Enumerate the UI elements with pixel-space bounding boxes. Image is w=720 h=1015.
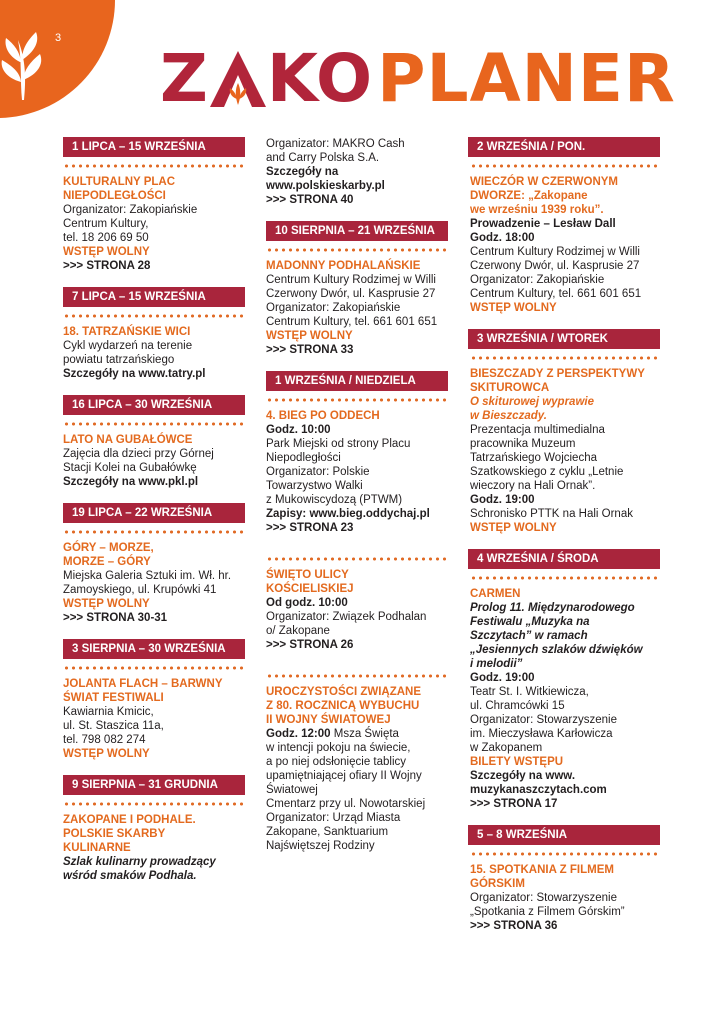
- event-madonny-podhalanskie: [266, 259, 448, 357]
- page-ref: >>> STRONA 17: [470, 798, 558, 810]
- dotted-divider: [266, 557, 448, 561]
- event-kulturalny-plac: [63, 175, 245, 273]
- page-ref: >>> STRONA 33: [266, 344, 354, 356]
- event-line: Park Miejski od strony Placu: [266, 438, 411, 450]
- event-line: Centrum Kultury,: [63, 218, 149, 230]
- event-subtitle: Szlak kulinarny prowadzący: [63, 856, 216, 868]
- event-line: Zamoyskiego, ul. Krupówki 41: [63, 584, 217, 596]
- event-title: LATO NA GUBAŁÓWCE: [63, 434, 193, 446]
- date-header: 3 SIERPNIA – 30 WRZEŚNIA: [63, 639, 245, 659]
- details-link: muzykanaszczytach.com: [470, 784, 607, 796]
- event-uroczystosci: [266, 685, 448, 853]
- event-line: Kawiarnia Kmicic,: [63, 706, 154, 718]
- zakoplaner-logo: [160, 40, 676, 117]
- date-header: 5 – 8 WRZEŚNIA: [468, 825, 660, 845]
- date-header: 3 WRZEŚNIA / WTOREK: [468, 329, 660, 349]
- date-header: 1 LIPCA – 15 WRZEŚNIA: [63, 137, 245, 157]
- event-line: Schronisko PTTK na Hali Ornak: [470, 508, 633, 520]
- event-time: Godz. 10:00: [266, 424, 331, 436]
- event-subtitle: O skiturowej wyprawie: [470, 396, 594, 408]
- event-title: ŚWIAT FESTIWALI: [63, 692, 164, 704]
- event-line: o/ Zakopane: [266, 625, 330, 637]
- date-header: 19 LIPCA – 22 WRZEŚNIA: [63, 503, 245, 523]
- event-line: [266, 727, 448, 741]
- entry-label: WSTĘP WOLNY: [63, 748, 150, 760]
- logo-planer: PLANER: [377, 40, 676, 117]
- event-title: 15. SPOTKANIA Z FILMEM: [470, 864, 614, 876]
- event-line: Centrum Kultury, tel. 661 601 651: [470, 288, 642, 300]
- event-title: UROCZYSTOŚCI ZWIĄZANE: [266, 686, 422, 698]
- event-lato-na-gubalowce: [63, 433, 245, 489]
- event-line: Organizator: Urząd Miasta: [266, 812, 401, 824]
- event-subtitle: i melodii”: [470, 658, 523, 670]
- event-jolanta-flach: [63, 677, 245, 761]
- page-ref: >>> STRONA 28: [63, 260, 151, 272]
- event-line: Cykl wydarzeń na terenie: [63, 340, 193, 352]
- event-line: Centrum Kultury Rodzimej w Willi: [266, 274, 436, 286]
- event-title: NIEPODLEGŁOŚCI: [63, 190, 166, 202]
- event-title: SKITUROWCA: [470, 382, 550, 394]
- event-line: im. Mieczysława Karłowicza: [470, 728, 613, 740]
- dotted-divider: [63, 164, 245, 168]
- event-line: Cmentarz przy ul. Nowotarskiej: [266, 798, 426, 810]
- dotted-divider: [266, 398, 448, 402]
- event-line: Miejska Galeria Sztuki im. Wł. hr.: [63, 570, 232, 582]
- event-time: Godz. 19:00: [470, 672, 535, 684]
- event-line: Centrum Kultury Rodzimej w Willi: [470, 246, 640, 258]
- event-title: 18. TATRZAŃSKIE WICI: [63, 326, 191, 338]
- event-title: we wrześniu 1939 roku”.: [470, 204, 604, 216]
- details-link: Szczegóły na www.pkl.pl: [63, 476, 199, 488]
- event-line: a po niej odsłonięcie tablicy: [266, 756, 407, 768]
- event-line: Niepodległości: [266, 452, 341, 464]
- event-line: and Carry Polska S.A.: [266, 152, 380, 164]
- event-host: Prowadzenie – Lesław Dall: [470, 218, 616, 230]
- event-title: ŚWIĘTO ULICY: [266, 569, 349, 581]
- event-line: tel. 798 082 274: [63, 734, 146, 746]
- event-title: BIESZCZADY Z PERSPEKTYWY: [470, 368, 645, 380]
- event-line: Zakopane, Sanktuarium: [266, 826, 389, 838]
- date-header: 9 SIERPNIA – 31 GRUDNIA: [63, 775, 245, 795]
- dotted-divider: [266, 674, 448, 678]
- event-time: Godz. 18:00: [470, 232, 535, 244]
- dotted-divider: [470, 852, 660, 856]
- event-line-inline: Msza Święta: [330, 728, 399, 740]
- entry-label: WSTĘP WOLNY: [63, 246, 150, 258]
- date-header: 4 WRZEŚNIA / ŚRODA: [468, 549, 660, 569]
- dotted-divider: [63, 666, 245, 670]
- event-line: pracownika Muzeum: [470, 438, 576, 450]
- event-title: MADONNY PODHALAŃSKIE: [266, 260, 421, 272]
- entry-label: WSTĘP WOLNY: [63, 598, 150, 610]
- event-subtitle: „Jesiennych szlaków dźwięków: [470, 644, 643, 656]
- event-wieczor-w-czerwonym-dworze: [470, 175, 660, 315]
- date-header: 10 SIERPNIA – 21 WRZEŚNIA: [266, 221, 448, 241]
- event-title: KULINARNE: [63, 842, 131, 854]
- event-line: Teatr St. I. Witkiewicza,: [470, 686, 589, 698]
- event-line: Organizator: Stowarzyszenie: [470, 714, 618, 726]
- event-title: CARMEN: [470, 588, 521, 600]
- event-line: Zajęcia dla dzieci przy Górnej: [63, 448, 214, 460]
- event-spotkania-z-filmem: [470, 863, 660, 933]
- event-carmen: [470, 587, 660, 811]
- tickets-label: BILETY WSTĘPU: [470, 756, 564, 768]
- event-time: Godz. 19:00: [470, 494, 535, 506]
- event-line: Organizator: MAKRO Cash: [266, 138, 405, 150]
- event-line: wieczory na Hali Ornak”.: [470, 480, 596, 492]
- event-title: II WOJNY ŚWIATOWEJ: [266, 714, 391, 726]
- entry-label: WSTĘP WOLNY: [470, 302, 557, 314]
- event-line: powiatu tatrzańskiego: [63, 354, 175, 366]
- event-line: Organizator: Zakopiańskie: [470, 274, 605, 286]
- date-header: 16 LIPCA – 30 WRZEŚNIA: [63, 395, 245, 415]
- event-line: Centrum Kultury, tel. 661 601 651: [266, 316, 438, 328]
- details-link: Szczegóły na: [266, 166, 339, 178]
- event-line: Organizator: Polskie: [266, 466, 370, 478]
- event-line: ul. St. Staszica 11a,: [63, 720, 164, 732]
- page-number: 3: [55, 32, 62, 44]
- details-link: www.polskieskarby.pl: [266, 180, 385, 192]
- event-line: ul. Chramcówki 15: [470, 700, 565, 712]
- registration-link: Zapisy: www.bieg.oddychaj.pl: [266, 508, 430, 520]
- event-polskie-skarby: [63, 813, 245, 883]
- event-line: Szatkowskiego z cyklu „Letnie: [470, 466, 624, 478]
- event-bieszczady: [470, 367, 660, 535]
- event-line: Czerwony Dwór, ul. Kasprusie 27: [266, 288, 436, 300]
- dotted-divider: [63, 802, 245, 806]
- details-link: Szczegóły na www.: [470, 770, 576, 782]
- page-ref: >>> STRONA 30-31: [63, 612, 168, 624]
- logo-z: Z: [160, 40, 209, 117]
- event-title: DWORZE: „Zakopane: [470, 190, 588, 202]
- event-tatrzanskie-wici: [63, 325, 245, 381]
- dotted-divider: [63, 422, 245, 426]
- event-time: Godz. 12:00: [266, 728, 331, 740]
- event-line: Towarzystwo Walki: [266, 480, 363, 492]
- entry-label: WSTĘP WOLNY: [470, 522, 557, 534]
- dotted-divider: [63, 530, 245, 534]
- event-line: Organizator: Związek Podhalan: [266, 611, 427, 623]
- date-header: 2 WRZEŚNIA / PON.: [468, 137, 660, 157]
- event-line: Organizator: Stowarzyszenie: [470, 892, 618, 904]
- event-title: JOLANTA FLACH – BARWNY: [63, 678, 223, 690]
- corner-decoration: [0, 0, 115, 118]
- logo-a-mountain-icon: [208, 49, 268, 109]
- date-header: 7 LIPCA – 15 WRZEŚNIA: [63, 287, 245, 307]
- column-3: [470, 137, 660, 933]
- page-ref: >>> STRONA 23: [266, 522, 354, 534]
- event-line: „Spotkania z Filmem Górskim”: [470, 906, 625, 918]
- event-title: POLSKIE SKARBY: [63, 828, 166, 840]
- event-title: GÓRSKIM: [470, 878, 525, 890]
- column-1: [63, 137, 245, 883]
- event-title: GÓRY – MORZE,: [63, 542, 154, 554]
- dotted-divider: [470, 164, 660, 168]
- event-line: Stacji Kolei na Gubałówkę: [63, 462, 197, 474]
- event-line: Światowej: [266, 784, 318, 796]
- event-title: Z 80. ROCZNICĄ WYBUCHU: [266, 700, 420, 712]
- event-polskie-skarby-continued: [266, 137, 448, 207]
- date-header: 1 WRZEŚNIA / NIEDZIELA: [266, 371, 448, 391]
- event-title: KOŚCIELISKIEJ: [266, 583, 354, 595]
- event-line: Prezentacja multimedialna: [470, 424, 605, 436]
- event-title: 4. BIEG PO ODDECH: [266, 410, 380, 422]
- event-gory-morze: [63, 541, 245, 625]
- event-line: tel. 18 206 69 50: [63, 232, 149, 244]
- dotted-divider: [63, 314, 245, 318]
- page-ref: >>> STRONA 40: [266, 194, 354, 206]
- event-line: w Zakopanem: [470, 742, 543, 754]
- column-2: [266, 137, 448, 853]
- event-title: ZAKOPANE I PODHALE.: [63, 814, 196, 826]
- logo-ko: KO: [266, 40, 374, 117]
- event-swieto-ulicy: [266, 568, 448, 652]
- dotted-divider: [470, 356, 660, 360]
- entry-label: WSTĘP WOLNY: [266, 330, 353, 342]
- page-ref: >>> STRONA 26: [266, 639, 354, 651]
- dotted-divider: [266, 248, 448, 252]
- dotted-divider: [470, 576, 660, 580]
- event-subtitle: Szczytach” w ramach: [470, 630, 588, 642]
- event-time: Od godz. 10:00: [266, 597, 348, 609]
- event-line: z Mukowiscydozą (PTWM): [266, 494, 403, 506]
- event-subtitle: w Bieszczady.: [470, 410, 547, 422]
- page-ref: >>> STRONA 36: [470, 920, 558, 932]
- event-subtitle: Festiwalu „Muzyka na: [470, 616, 590, 628]
- event-line: upamiętniającej ofiary II Wojny: [266, 770, 422, 782]
- event-subtitle: Prolog 11. Międzynarodowego: [470, 602, 635, 614]
- event-bieg-po-oddech: [266, 409, 448, 535]
- event-title: KULTURALNY PLAC: [63, 176, 176, 188]
- event-line: Czerwony Dwór, ul. Kasprusie 27: [470, 260, 640, 272]
- event-line: w intencji pokoju na świecie,: [266, 742, 411, 754]
- event-line: Najświętszej Rodziny: [266, 840, 375, 852]
- event-title: WIECZÓR W CZERWONYM: [470, 176, 618, 188]
- event-line: Tatrzańskiego Wojciecha: [470, 452, 597, 464]
- event-line: Organizator: Zakopiańskie: [63, 204, 198, 216]
- details-link: Szczegóły na www.tatry.pl: [63, 368, 206, 380]
- event-title: MORZE – GÓRY: [63, 556, 151, 568]
- event-subtitle: wśród smaków Podhala.: [63, 870, 197, 882]
- event-line: Organizator: Zakopiańskie: [266, 302, 401, 314]
